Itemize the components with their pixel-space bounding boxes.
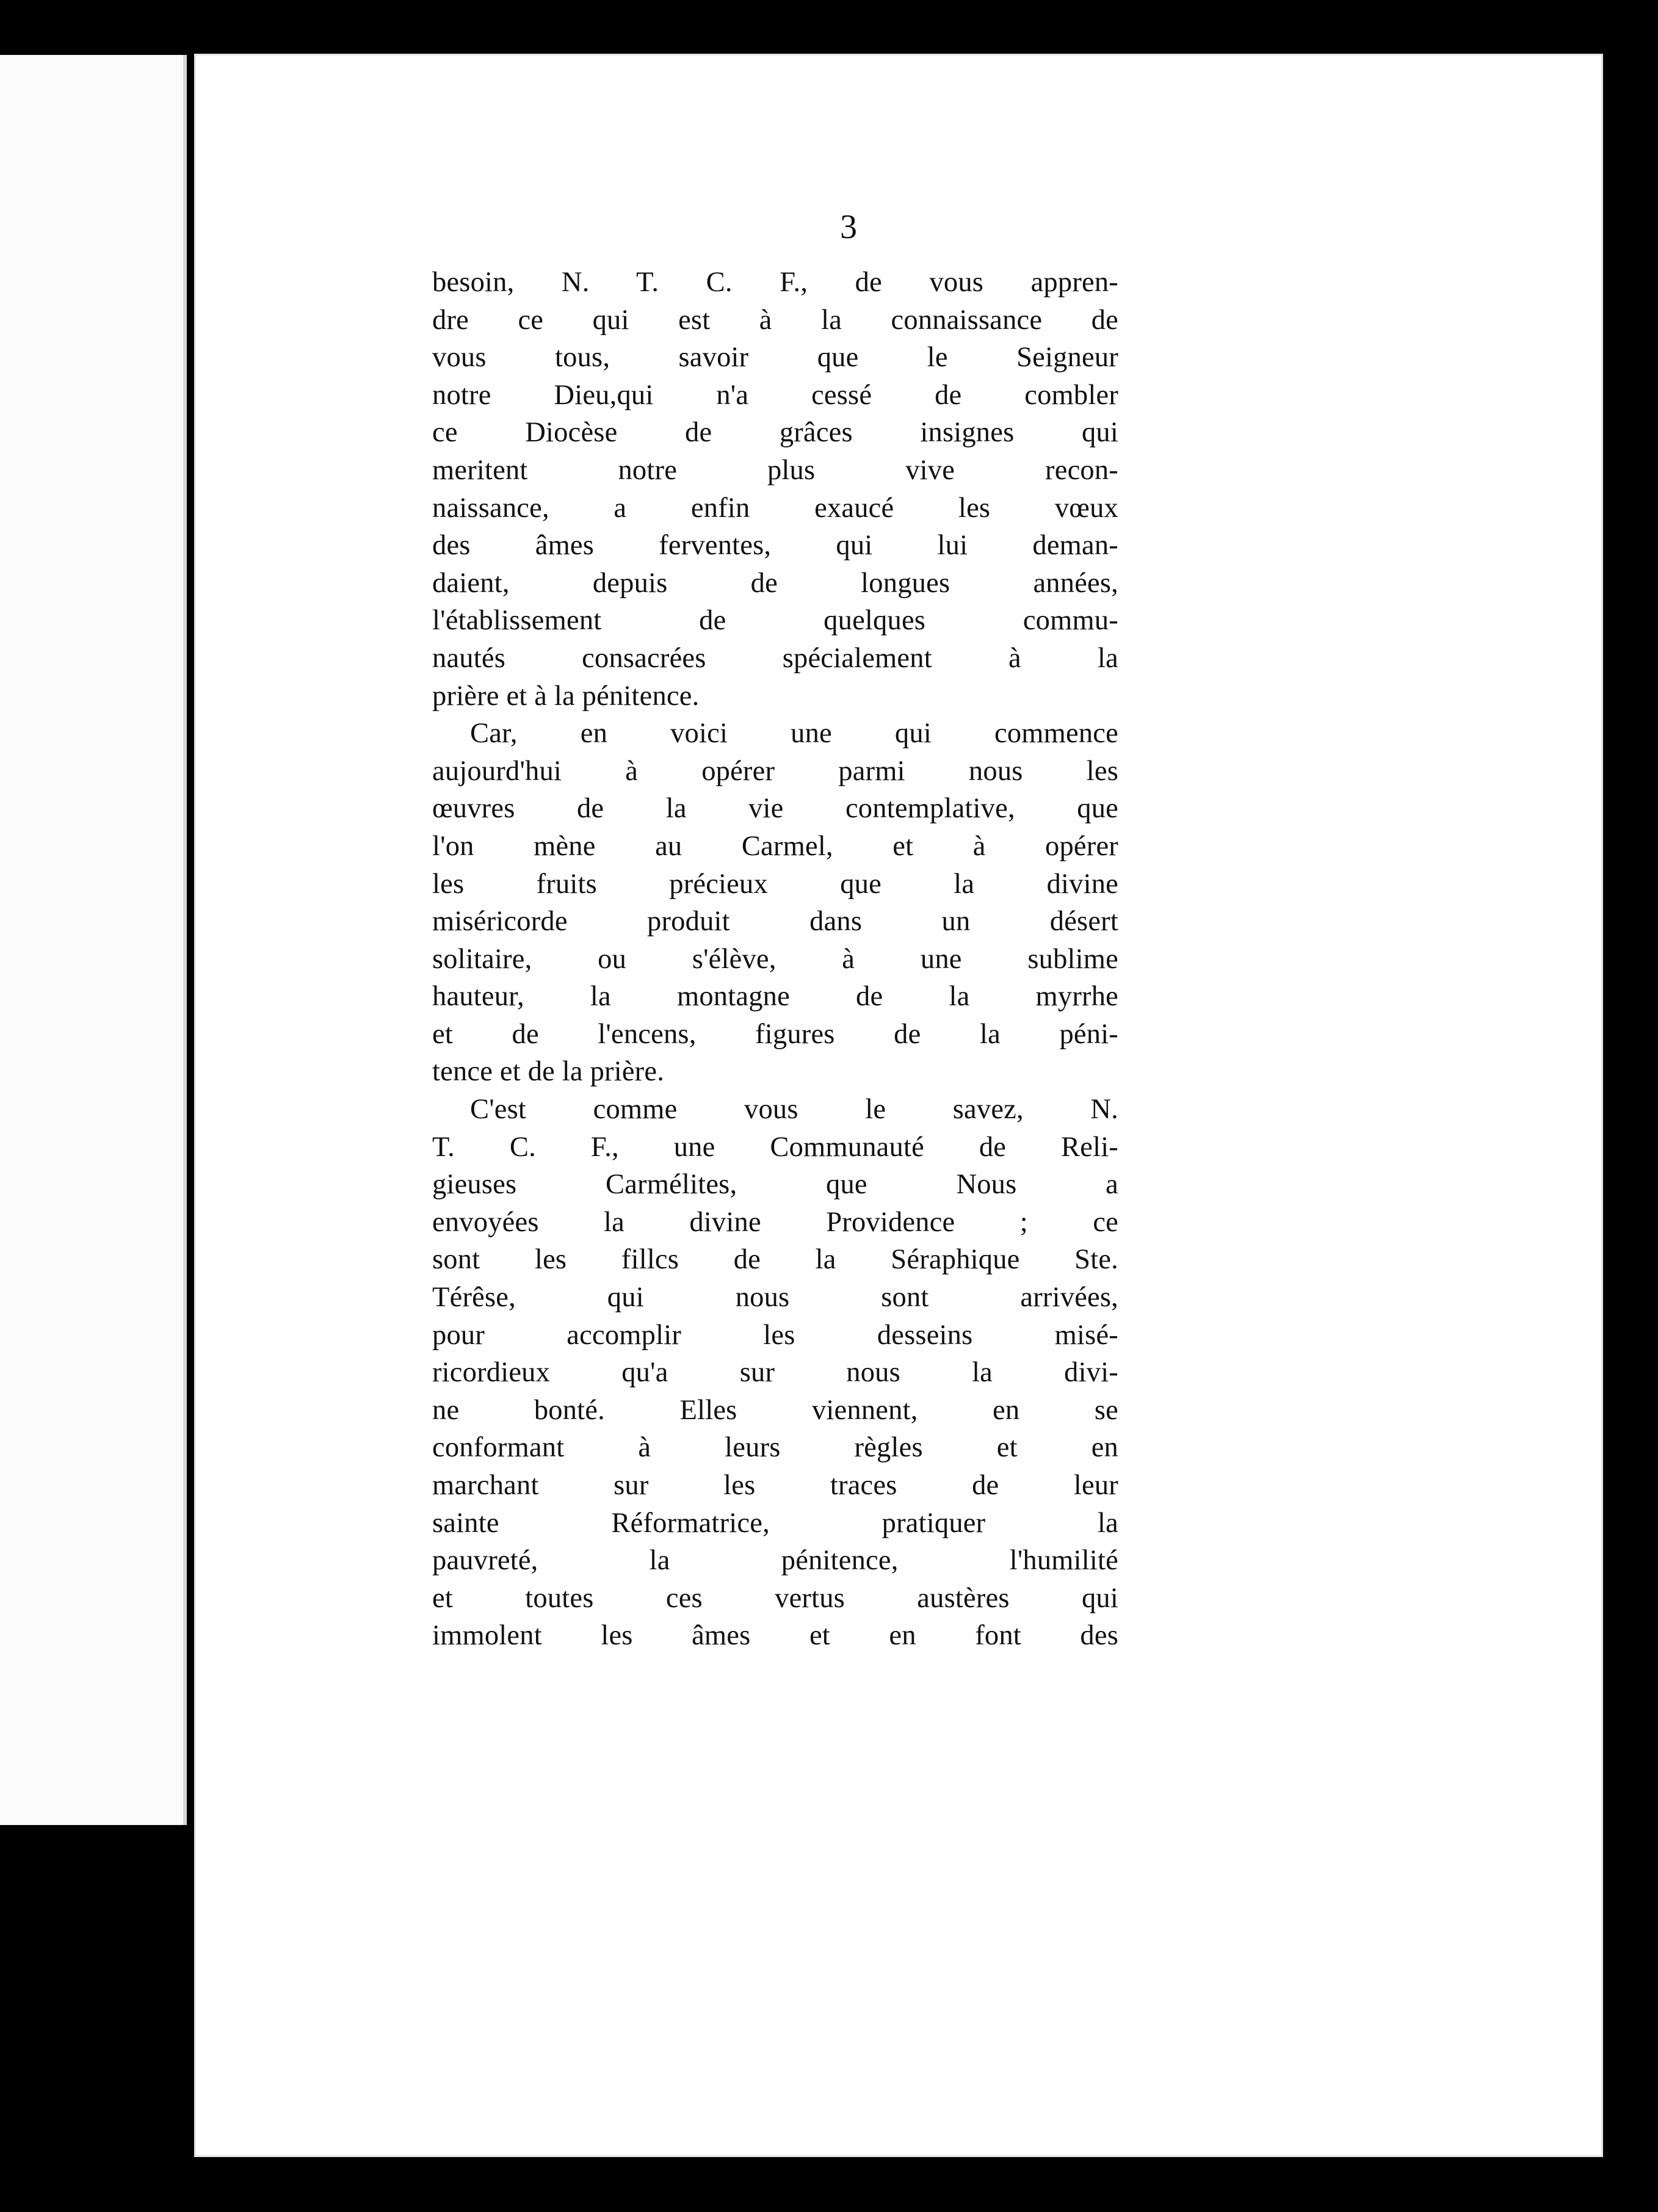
text-line: prière et à la pénitence.: [432, 680, 700, 712]
text-line: et de l'encens, figures de la péni-: [432, 1018, 1118, 1050]
text-line: gieuses Carmélites, que Nous a: [432, 1169, 1118, 1201]
text-line: sont les fillcs de la Séraphique Ste.: [432, 1244, 1118, 1276]
text-line: conformant à leurs règles et en: [432, 1432, 1118, 1464]
text-line: vous tous, savoir que le Seigneur: [432, 342, 1118, 374]
text-line: C'est comme vous le savez, N.: [470, 1094, 1118, 1126]
text-line: ne bonté. Elles viennent, en se: [432, 1394, 1118, 1426]
text-line: Térêse, qui nous sont arrivées,: [432, 1282, 1118, 1314]
text-line: hauteur, la montagne de la myrrhe: [432, 981, 1118, 1013]
text-line: dre ce qui est à la connaissance de: [432, 304, 1118, 336]
text-line: pour accomplir les desseins misé-: [432, 1319, 1118, 1351]
previous-page-edge: [0, 55, 187, 1825]
text-line: meritent notre plus vive recon-: [432, 454, 1118, 486]
text-line: envoyées la divine Providence ; ce: [432, 1206, 1118, 1238]
text-line: marchant sur les traces de leur: [432, 1470, 1118, 1501]
text-line: aujourd'hui à opérer parmi nous les: [432, 755, 1118, 787]
text-line: nautés consacrées spécialement à la: [432, 642, 1118, 674]
text-line: ce Diocèse de grâces insignes qui: [432, 417, 1118, 449]
text-line: l'on mène au Carmel, et à opérer: [432, 830, 1118, 862]
text-line: et toutes ces vertus austères qui: [432, 1582, 1118, 1614]
body-text: [432, 264, 1118, 1655]
text-line: pauvreté, la pénitence, l'humilité: [432, 1545, 1118, 1577]
text-line: les fruits précieux que la divine: [432, 868, 1118, 900]
text-line: ricordieux qu'a sur nous la divi-: [432, 1357, 1118, 1389]
text-line: tence et de la prière.: [432, 1056, 665, 1088]
text-line: daient, depuis de longues années,: [432, 567, 1118, 599]
text-line: sainte Réformatrice, pratiquer la: [432, 1507, 1118, 1539]
text-line: œuvres de la vie contemplative, que: [432, 793, 1118, 825]
text-line: miséricorde produit dans un désert: [432, 906, 1118, 938]
text-line: Car, en voici une qui commence: [470, 718, 1118, 750]
text-line: solitaire, ou s'élève, à une sublime: [432, 943, 1118, 975]
text-line: naissance, a enfin exaucé les vœux: [432, 492, 1118, 524]
text-line: besoin, N. T. C. F., de vous appren-: [432, 267, 1118, 298]
text-line: l'établissement de quelques commu-: [432, 605, 1118, 637]
text-line: immolent les âmes et en font des: [432, 1620, 1118, 1652]
page-number: 3: [840, 208, 857, 246]
text-line: des âmes ferventes, qui lui deman-: [432, 530, 1118, 562]
text-line: notre Dieu,qui n'a cessé de combler: [432, 379, 1118, 411]
text-line: T. C. F., une Communauté de Reli-: [432, 1131, 1118, 1163]
